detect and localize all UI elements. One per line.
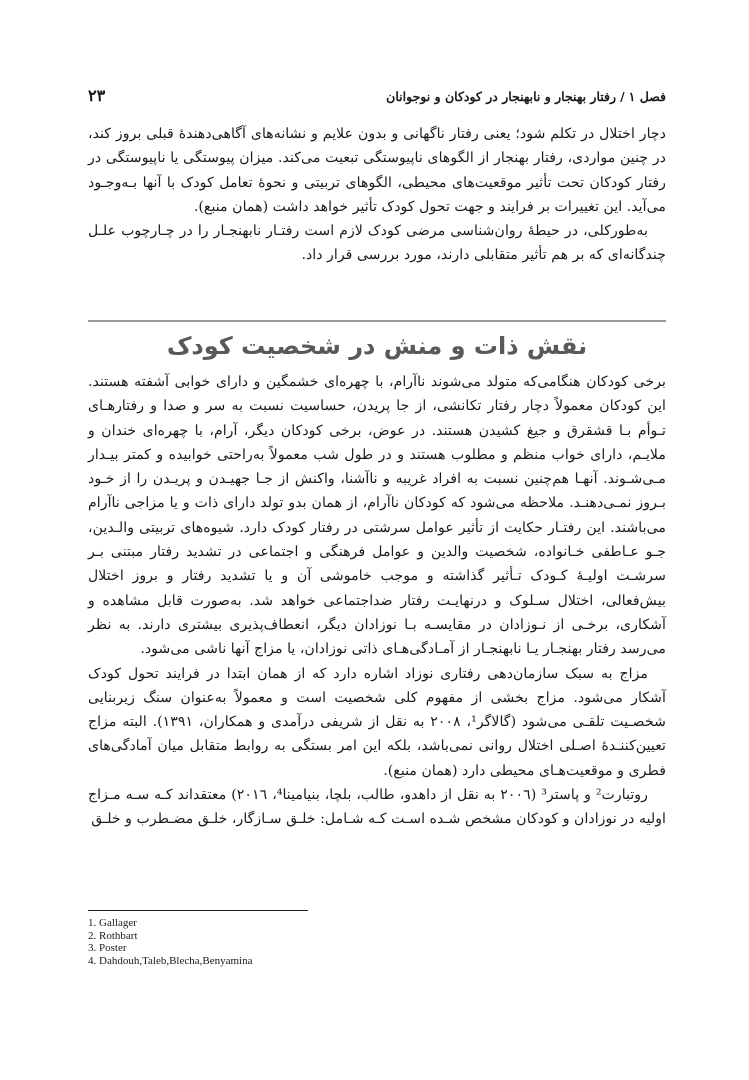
header-separator: / (620, 89, 625, 104)
chapter-title: رفتار بهنجار و نابهنجار در کودکان و نوجوانان (386, 89, 617, 104)
chapter-heading (386, 89, 666, 104)
paragraph: مزاج به سبک سازمان‌دهی رفتاری نوزاد اشاره دارد که از همان ابتدا در فرایند تحول کودک آشکار می‌شود. مزاج بخشی از مفهوم کلی شخصیت است و معمولاً به‌عنوان سنگ زیربنایی شخصـیت تلقـی می‌شود (گالاگر¹، ۲۰۰۸ به نقل از شریفی درآمدی و همکاران، ۱۳۹۱). البته مزاج تعیین‌کننـدهٔ اصـلی اختلال روانی نمی‌باشد، بلکه این امر بستگی به روابط متقابل میان آمادگی‌های فطری و موقعیت‌هـای محیطی دارد (همان منبع). (88, 665, 667, 779)
intro-text (88, 122, 666, 268)
paragraph: روتبارت² و پاستر³ (۲۰۰٦ به نقل از داهدو، طالب، بلچا، بنیامینا⁴، ۲۰۱٦) معتقداند کـه سـه مـزاج اولیه در نوزادان و کودکان مشخص شـده اسـت کـه شـامل: خلـق سـازگار، خلـق مضـطرب و خلـق (88, 787, 666, 828)
footnote: 3. Poster (88, 942, 127, 954)
footnote: 1. Gallager (88, 917, 137, 929)
paragraph: دچار اختلال در تکلم شود؛ یعنی رفتار ناگهانی و بدون علایم و نشانه‌های آگاهی‌دهندهٔ قبلی بروز کند، در چنین مواردی، رفتار بهنجار از الگوهای ناپیوستگی تبعیت می‌کند. میزان پیوستگی یا ناپیوستگی در رفتار کودکان تحت تأثیر موقعیت‌های محیطی، الگوهای تربیتی و نحوهٔ تعامل کودک با آنها بـه‌وجـود می‌آید. این تغییرات بر فرایند و جهت تحول کودک تأثیر خواهد داشت (همان منبع). (88, 126, 666, 215)
book-page (88, 0, 666, 1080)
footnotes (88, 917, 252, 967)
footnote: 4. Dahdouh,Taleb,Blecha,Benyamina (88, 954, 253, 967)
footnote-divider (88, 910, 308, 911)
page-number: ۲۳ (88, 86, 106, 105)
section-body (88, 370, 666, 832)
section-title: نقش ذات و منش در شخصیت کودک (166, 332, 588, 360)
paragraph: برخی کودکان هنگامی‌که متولد می‌شوند ناآرام، با چهره‌ای خشمگین و دارای خوابی آشفته هستند. این کودکان معمولاً دچار رفتار تکانشی، از جا پریدن، حساسیت نسبت به سر و صدا و رفتارهـای تـوأم بـا قشقرق و جیغ کشیدن هستند. در عوض، برخی کودکان دیگر، آرام، با چهره‌ای خندان و ملایـم، دارای خواب منظم و مطلوب هستند و در طول شب معمولاً به‌راحتی خوابیده و کمتر بیـدار مـی‌شـوند. آنهـا هم‌چنین نسبت به افراد غریبه و ناآشنا، واکنش از جـا جهیـدن و پریـدن را از خـود بـروز نمـی‌دهنـد. ملاحظه می‌شود که کودکان ناآرام، از همان بدو تولد دارای ذات و یا مزاجی ناآرام می‌باشند. این رفتـار حکایت از تأثیر عوامل سرشتی در رفتار کودک دارد. شیوه‌های تربیتی والـدین، جـو عـاطفی خـانواده، شخصیت والدین و عوامل فرهنگی و اجتماعی در تشدید رفتار مبتنی بـر سرشـت اولیـهٔ کـودک تـأثیر گذاشته و موجب خاموشی آن و یا تشدید رفتار و بروز اختلال بیش‌فعالی، اختلال سـلوک و درنهایـت رفتار ضداجتماعی خواهد شد. به‌صورت قابل مشاهده و آشکاری، برخـی از نـوزادان در مقایسـه بـا نوزادان دیگر، انعطاف‌پذیری بیشتری دارند. به نظر می‌رسد رفتار بهنجـار یـا نابهنجـار از آمـادگی‌هـای ذاتی نوزادان، یا مزاج آنها ناشی می‌شود. (88, 374, 666, 658)
footnote: 2. Rothbart (88, 929, 138, 942)
running-header (88, 86, 666, 108)
paragraph: به‌طورکلی، در حیطهٔ روان‌شناسی مرضی کودک لازم است رفتـار نابهنجـار را در چـارچوب علـل چندگانه‌ای که بر هم تأثیر متقابلی دارند، مورد بررسی قرار داد. (88, 223, 666, 264)
section-divider (88, 320, 666, 322)
chapter-label: فصل ۱ (628, 89, 666, 104)
